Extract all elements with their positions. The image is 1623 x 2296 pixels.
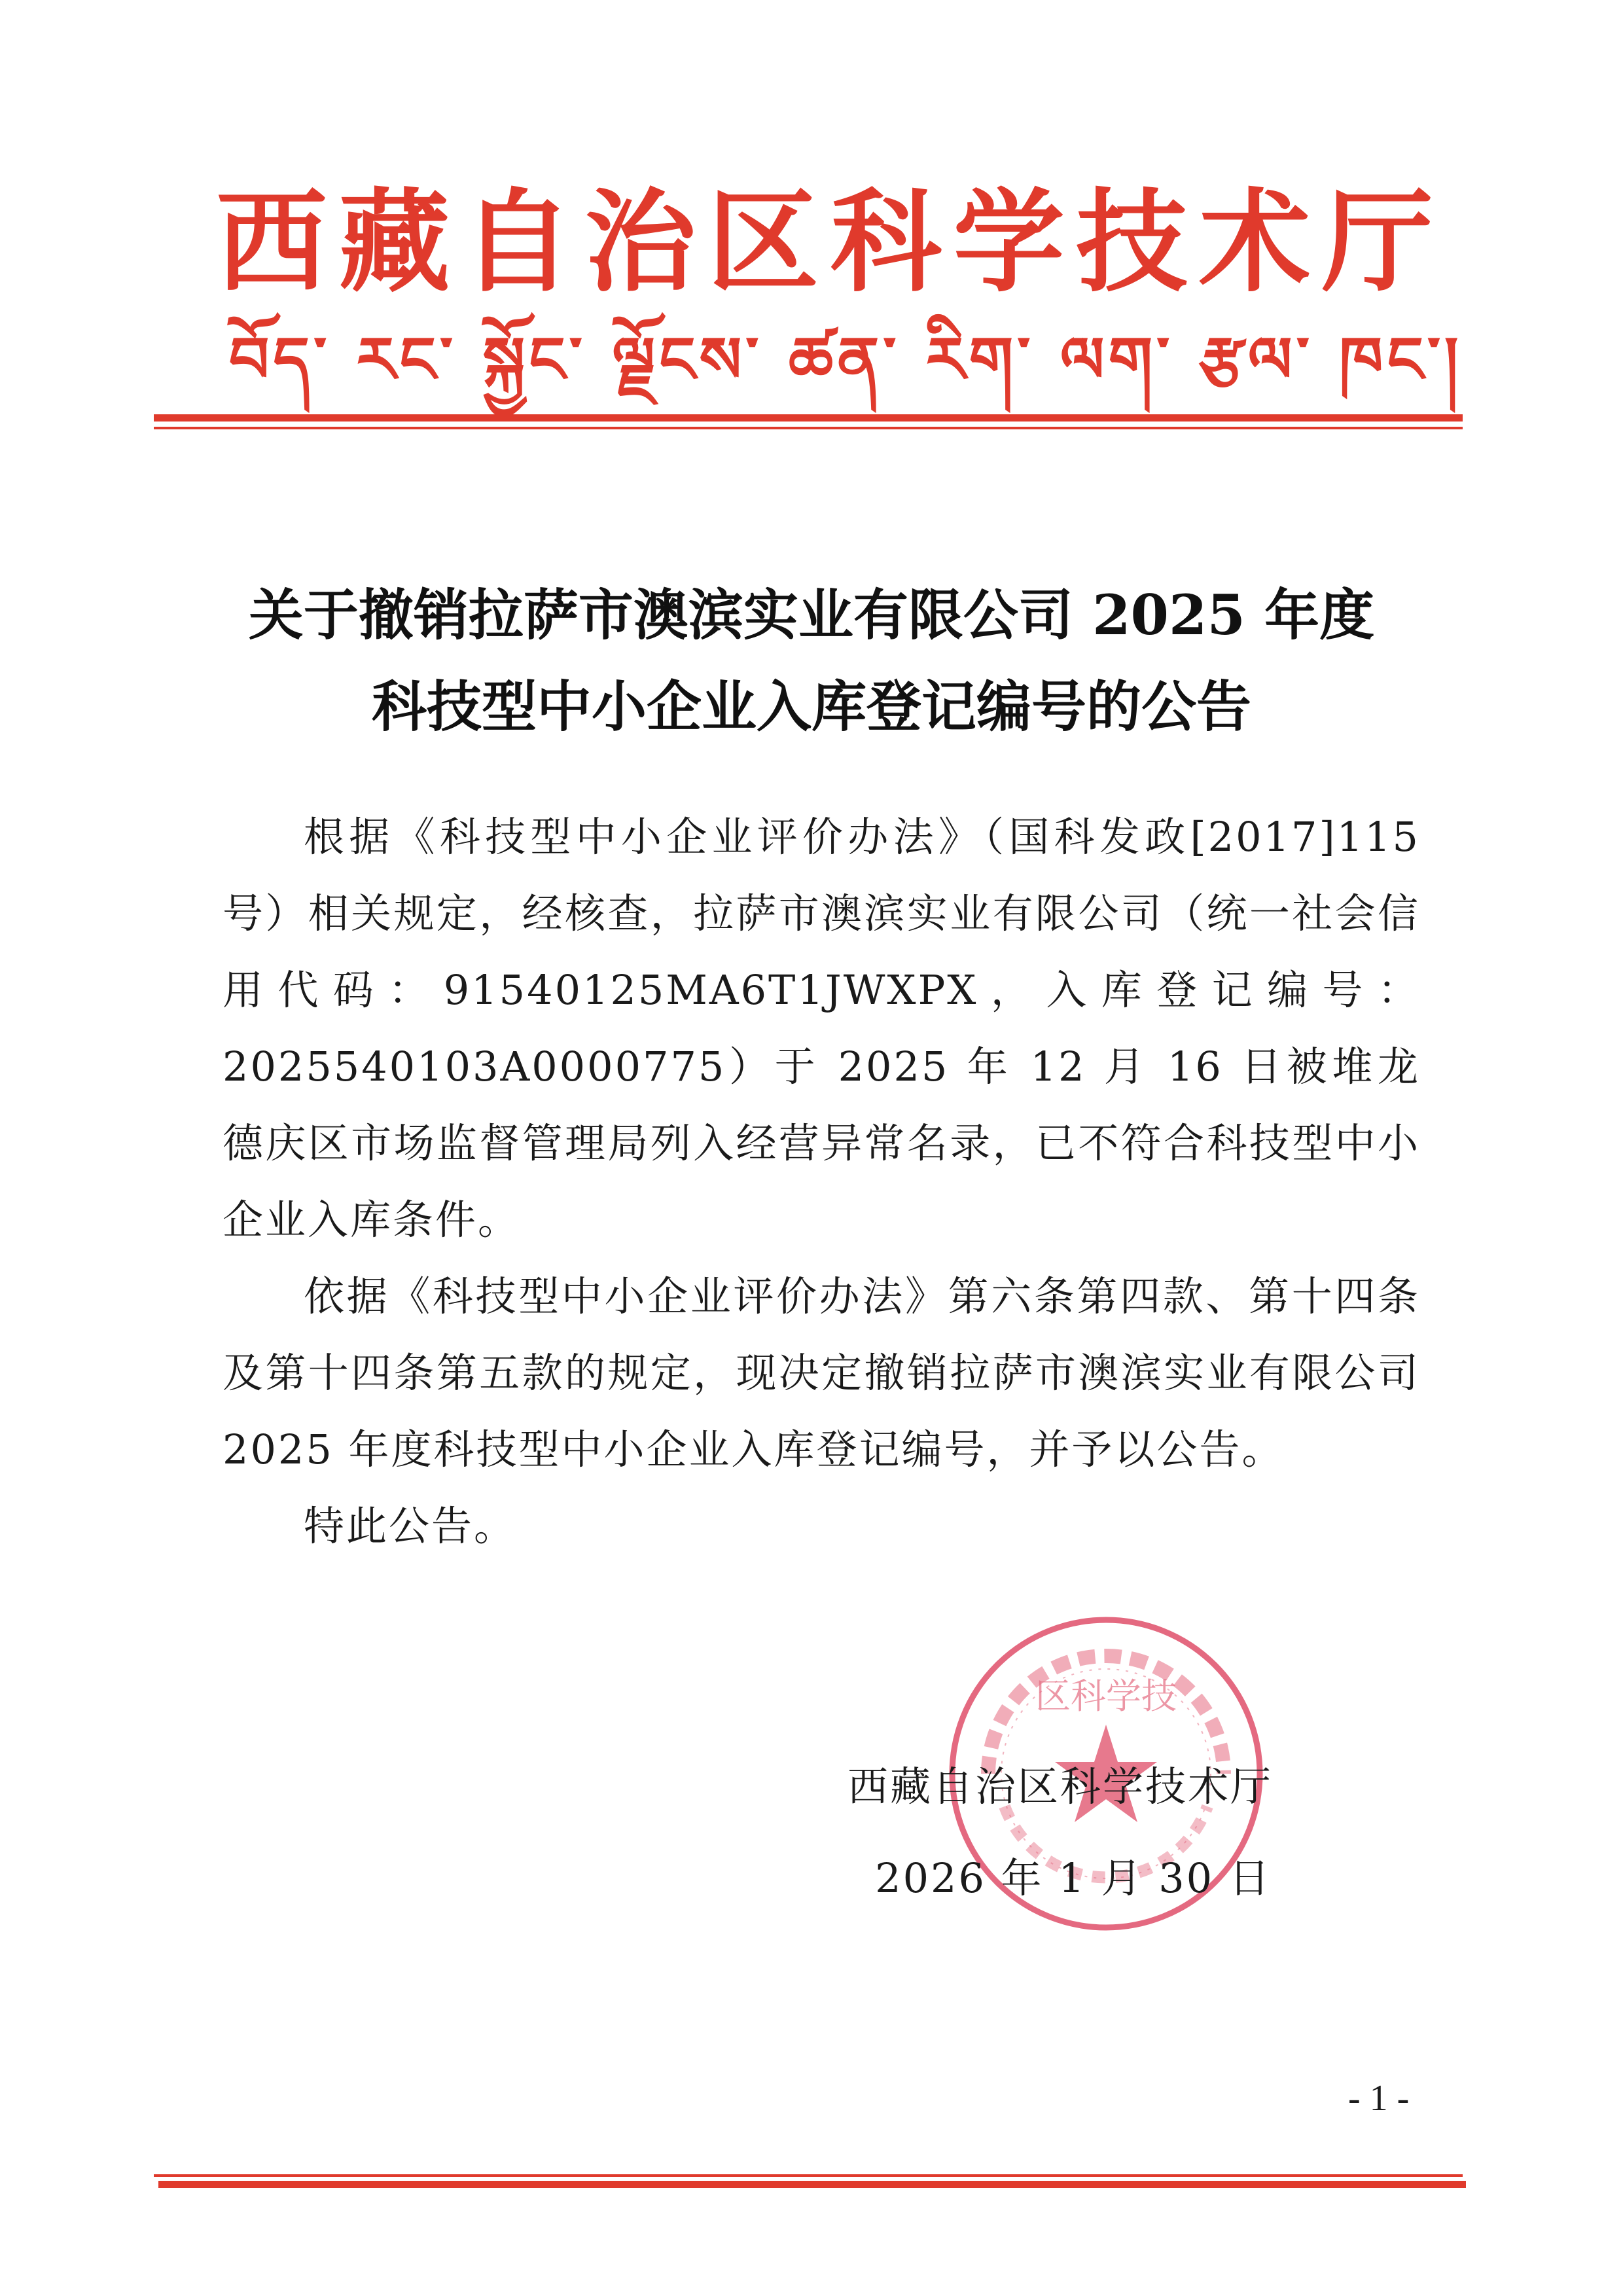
document-title-line2: 科技型中小企业入库登记编号的公告 — [371, 674, 1251, 739]
letterhead-chinese-name — [216, 177, 1433, 308]
letterhead-char: 西 — [216, 177, 328, 308]
letterhead-char: 治 — [584, 177, 696, 308]
letterhead-char: 科 — [830, 177, 942, 308]
signature-block — [812, 1741, 1309, 1924]
seal-center-text: 区科学技 — [1035, 1676, 1177, 1717]
letterhead-divider-thin — [154, 427, 1463, 429]
letterhead-char: 自 — [461, 177, 573, 308]
document-title — [196, 569, 1427, 753]
document-title-line1: 关于撤销拉萨市澳滨实业有限公司 2025 年度 — [248, 583, 1375, 647]
letterhead-char: 技 — [1076, 177, 1188, 308]
issuer-name: 西藏自治区科学技术厅 — [847, 1763, 1273, 1810]
letterhead-char: 区 — [707, 177, 819, 308]
footer-divider-thick — [158, 2181, 1466, 2188]
letterhead-char: 术 — [1199, 177, 1311, 308]
body-paragraph-1: 根据《科技型中小企业评价办法》（国科发政[2017]115 号）相关规定，经核查，拉萨市澳滨实业有限公司（统一社会信用代码：91540125MA6T1JWXPX，入库登记编号：2025540103A0000775）于 2025 年 12 月 16 日被堆龙德庆区市场监督管理局列入经营异常名录，已不符合科技型中小企业入库条件。 — [223, 813, 1420, 1244]
body-paragraph-2: 依据《科技型中小企业评价办法》第六条第四款、第十四条及第十四条第五款的规定，现决定撤销拉萨市澳滨实业有限公司 2025 年度科技型中小企业入库登记编号，并予以公告。 — [223, 1272, 1420, 1473]
letterhead-char: 厅 — [1321, 177, 1433, 308]
issue-date: 2026 年 1 月 30 日 — [875, 1854, 1272, 1902]
letterhead-divider-thick — [154, 414, 1463, 422]
page-number: - 1 - — [1348, 2078, 1410, 2119]
letterhead-char: 藏 — [338, 177, 450, 308]
closing-line: 特此公告。 — [304, 1502, 517, 1550]
footer-divider-thin — [154, 2174, 1463, 2177]
document-body — [223, 798, 1420, 1564]
letterhead-char: 学 — [953, 177, 1065, 308]
letterhead-tibetan-name: བོད་ རང་ སྐྱོང་ ལྗོངས་ ཚན་ རིག་ ལག་ རྩལ་ ཁང་། — [229, 323, 1463, 397]
